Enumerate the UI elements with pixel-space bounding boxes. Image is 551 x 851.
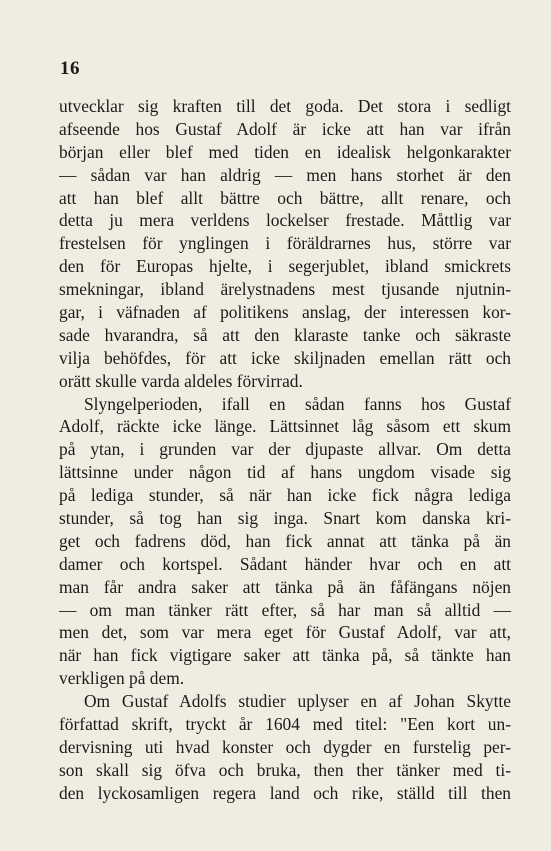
text-line: damer och kortspel. Sådant händer hvar och en att [59, 553, 511, 574]
text-line: sade hvarandra, så att den klaraste tanke och säkraste [59, 324, 511, 345]
text-line: dervisning uti hvad konster och dygder en furstelig per- [59, 736, 511, 757]
text-line: när han fick vigtigare saker att tänka på, så tänkte han [59, 645, 511, 666]
text-line: att han blef allt bättre och bättre, allt renare, och [59, 187, 511, 208]
text-line: den lyckosamligen regera land och rike, ställd till then [59, 782, 511, 803]
text-line: lättsinne under någon tid af hans ungdom visade sig [59, 462, 511, 483]
text-line: gar, i väfnaden af politikens anslag, der interessen kor- [59, 302, 511, 323]
text-line: Adolf, räckte icke länge. Lättsinnet låg såsom ett skum [59, 416, 511, 437]
text-line: stunder, så tog han sig inga. Snart kom danska kri- [59, 508, 511, 529]
text-line: man får andra saker att tänka på än fåfängans nöjen [59, 576, 511, 597]
text-line: utvecklar sig kraften till det goda. Det stora i sedligt [59, 96, 511, 116]
text-line: författad skrift, tryckt år 1604 med titel: "Een kort un- [59, 714, 511, 735]
text-line: den för Europas hjelte, i segerjublet, ibland smickrets [59, 256, 511, 277]
text-line: på ytan, i grunden var der djupaste allvar. Om detta [59, 439, 511, 460]
text-line: afseende hos Gustaf Adolf är icke att han var ifrån [59, 118, 511, 139]
text-line: början eller blef med tiden en idealisk helgonkarakter [59, 141, 511, 162]
text-line: smekningar, ibland ärelystnadens mest tjusande njutnin- [59, 279, 511, 300]
paragraph-end-line: verkligen på dem. [59, 668, 185, 689]
text-line: frestelsen för ynglingen i föräldrarnes hus, större var [59, 233, 511, 254]
page-number: 16 [60, 58, 80, 79]
paragraph-start-line: Om Gustaf Adolfs studier uplyser en af Johan Skytte [84, 691, 511, 712]
text-line: på lediga stunder, så när han icke fick några lediga [59, 485, 511, 506]
text-line: son skall sig öfva och bruka, then ther tänker med ti- [59, 759, 511, 780]
text-line: get och fadrens död, han fick annat att tänka på än [59, 530, 511, 551]
text-line: — sådan var han aldrig — men hans storhet är den [59, 164, 511, 185]
text-line: — om man tänker rätt efter, så har man så alltid — [59, 599, 511, 620]
text-line: detta ju mera verldens lockelser frestade. Måttlig var [59, 210, 511, 231]
text-line: vilja behöfdes, för att icke skiljnaden emellan rätt och [59, 347, 511, 368]
paragraph-end-line: orätt skulle varda aldeles förvirrad. [59, 370, 303, 391]
paragraph-start-line: Slyngelperioden, ifall en sådan fanns hos Gustaf [84, 393, 511, 414]
text-line: men det, som var mera eget för Gustaf Adolf, var att, [59, 622, 511, 643]
body-text [59, 95, 511, 805]
